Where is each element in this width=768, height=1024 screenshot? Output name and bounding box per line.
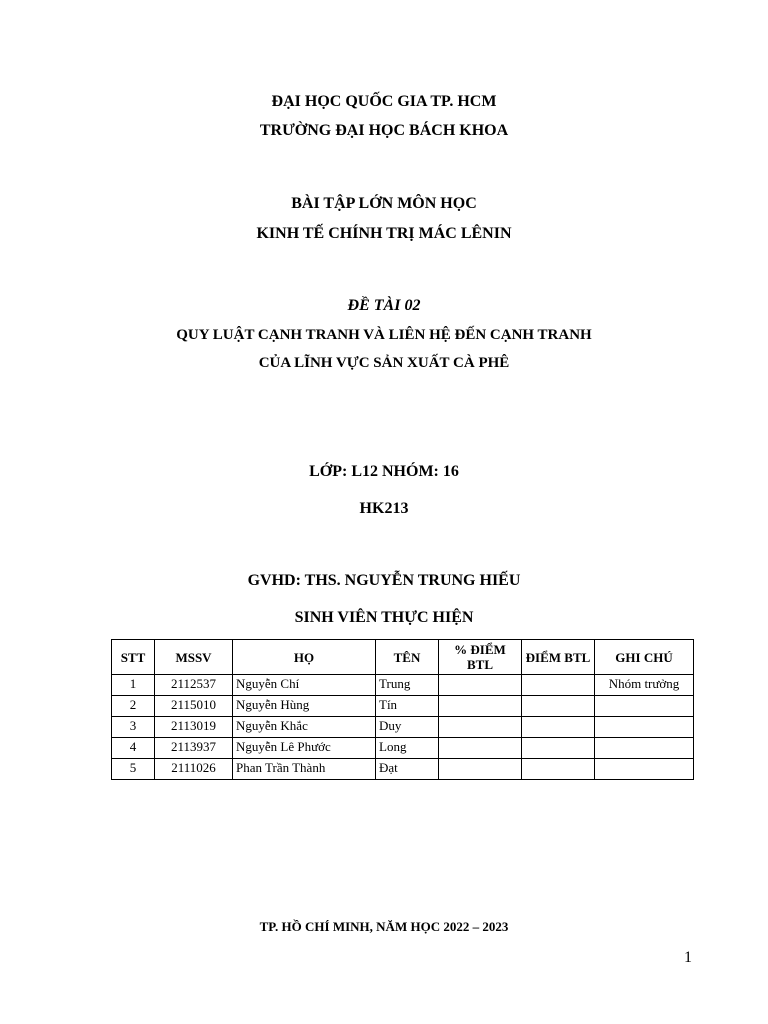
cell-score [522, 696, 595, 717]
cell-mssv: 2112537 [155, 675, 233, 696]
cell-ho: Nguyễn Khắc [233, 717, 376, 738]
cell-note: Nhóm trưởng [595, 675, 694, 696]
cell-ten: Duy [376, 717, 439, 738]
header-score: ĐIỂM BTL [522, 640, 595, 675]
topic-title-line-1: QUY LUẬT CẠNH TRANH VÀ LIÊN HỆ ĐẾN CẠNH TRANH [176, 327, 592, 343]
cell-note [595, 696, 694, 717]
cell-score [522, 717, 595, 738]
table-row [112, 738, 694, 759]
cell-stt: 4 [112, 738, 155, 759]
cell-ho: Nguyễn Hùng [233, 696, 376, 717]
cell-percent-score [439, 759, 522, 780]
university-name: ĐẠI HỌC QUỐC GIA TP. HCM [271, 93, 497, 110]
cell-note [595, 717, 694, 738]
cell-ho: Nguyễn Chí [233, 675, 376, 696]
footer-location-year: TP. HỒ CHÍ MINH, NĂM HỌC 2022 – 2023 [259, 919, 509, 934]
topic-title-line-2: CỦA LĨNH VỰC SẢN XUẤT CÀ PHÊ [258, 355, 510, 371]
cell-mssv: 2113019 [155, 717, 233, 738]
table-header-row [112, 640, 694, 675]
cell-percent-score [439, 675, 522, 696]
students-heading: SINH VIÊN THỰC HIỆN [294, 609, 474, 626]
header-note: GHI CHÚ [595, 640, 694, 675]
header-ho: HỌ [233, 640, 376, 675]
topic-label: ĐỀ TÀI 02 [347, 297, 421, 314]
table-row [112, 696, 694, 717]
page-number: 1 [684, 949, 692, 966]
table-row [112, 675, 694, 696]
cell-ten: Long [376, 738, 439, 759]
header-mssv: MSSV [155, 640, 233, 675]
cell-score [522, 738, 595, 759]
cell-note [595, 738, 694, 759]
class-group: LỚP: L12 NHÓM: 16 [309, 463, 459, 480]
semester: HK213 [359, 500, 409, 517]
header-stt: STT [112, 640, 155, 675]
cell-score [522, 759, 595, 780]
cell-ho: Nguyễn Lê Phước [233, 738, 376, 759]
cell-mssv: 2111026 [155, 759, 233, 780]
cell-stt: 5 [112, 759, 155, 780]
school-name: TRƯỜNG ĐẠI HỌC BÁCH KHOA [259, 122, 509, 139]
cell-stt: 1 [112, 675, 155, 696]
header-ten: TÊN [376, 640, 439, 675]
cell-mssv: 2113937 [155, 738, 233, 759]
cell-score [522, 675, 595, 696]
header-percent-score: % ĐIỂM BTL [439, 640, 522, 675]
cell-stt: 3 [112, 717, 155, 738]
course-name: KINH TẾ CHÍNH TRỊ MÁC LÊNIN [256, 225, 512, 242]
instructor: GVHD: THS. NGUYỄN TRUNG HIẾU [247, 572, 521, 589]
cell-ten: Đạt [376, 759, 439, 780]
assignment-type: BÀI TẬP LỚN MÔN HỌC [291, 195, 477, 212]
cell-ten: Trung [376, 675, 439, 696]
cell-percent-score [439, 696, 522, 717]
cell-ten: Tín [376, 696, 439, 717]
table-row [112, 759, 694, 780]
cell-percent-score [439, 738, 522, 759]
cell-note [595, 759, 694, 780]
students-table [111, 639, 694, 780]
cell-percent-score [439, 717, 522, 738]
cell-ho: Phan Trần Thành [233, 759, 376, 780]
cell-mssv: 2115010 [155, 696, 233, 717]
table-row [112, 717, 694, 738]
cell-stt: 2 [112, 696, 155, 717]
